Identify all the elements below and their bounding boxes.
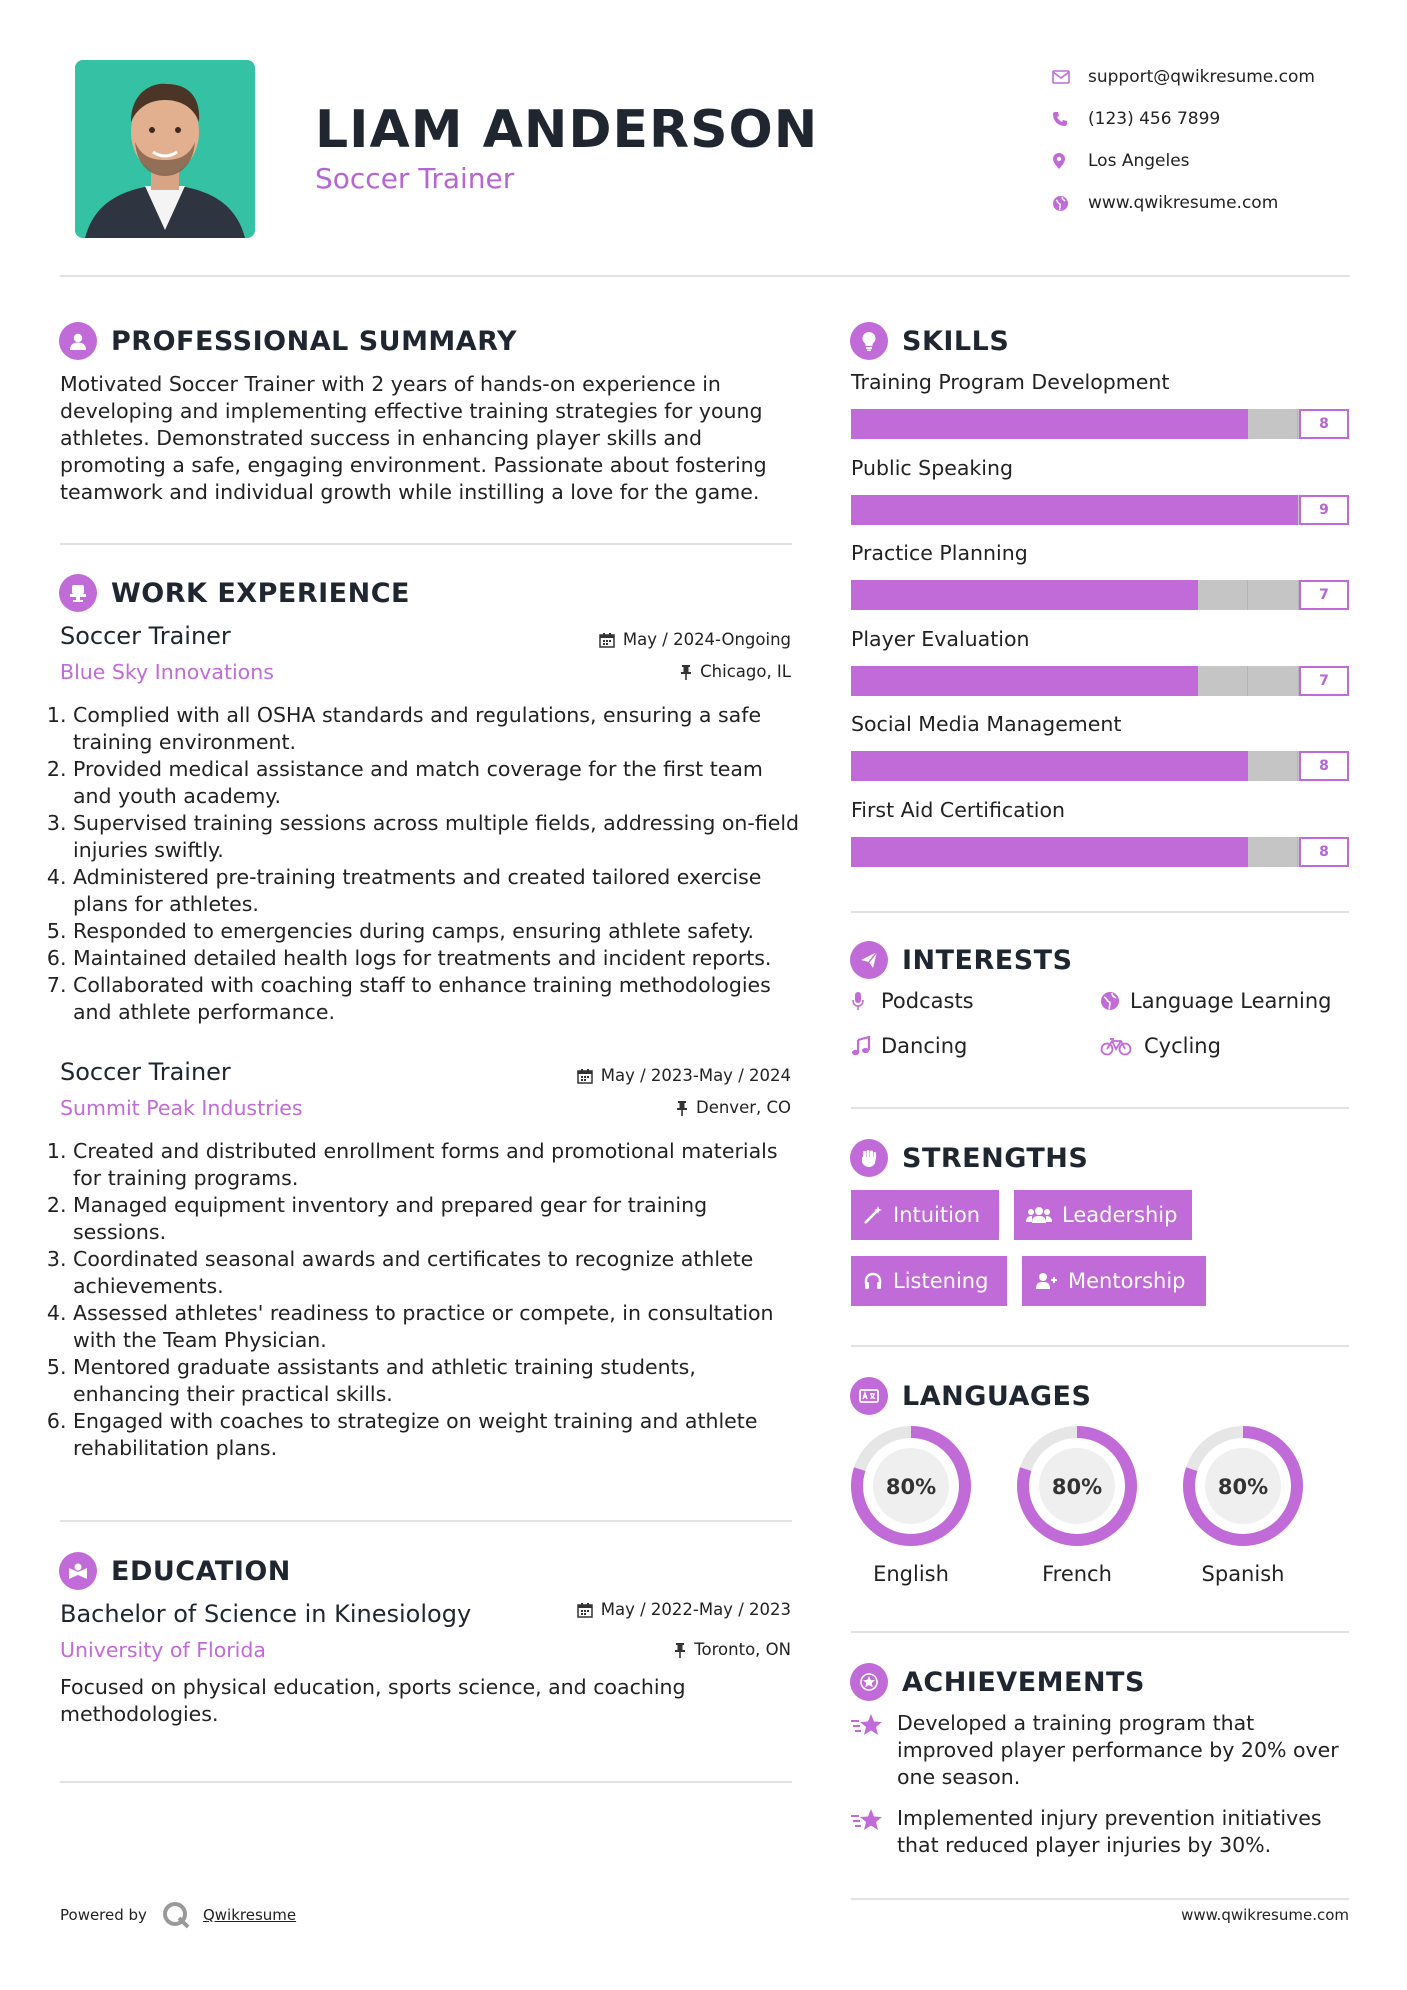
skill-bar-segment xyxy=(1000,495,1050,525)
strength-chip: Leadership xyxy=(1014,1190,1192,1240)
languages-heading xyxy=(850,1377,1091,1415)
skill-label: Practice Planning xyxy=(851,541,1028,565)
contact-email-text: support@qwikresume.com xyxy=(1088,67,1315,87)
language-name: English xyxy=(873,1562,949,1586)
skill-bar-segment xyxy=(1149,409,1199,439)
footer-brand-link[interactable]: Qwikresume xyxy=(202,1906,297,1924)
skill-label: First Aid Certification xyxy=(851,797,1066,822)
list-item: 1. Created and distributed enrollment forms and promotional materials for training programs. xyxy=(73,1138,800,1192)
skill-bar-segment xyxy=(1000,666,1050,696)
interests-title: INTERESTS xyxy=(902,944,1073,976)
skill-bar-segment xyxy=(1049,751,1099,781)
skill-bar-segment xyxy=(901,837,951,867)
skill-bar-segment xyxy=(1198,666,1249,696)
contact-email[interactable] xyxy=(1050,56,1380,98)
magic-wand-icon xyxy=(863,1205,883,1225)
map-pin-icon xyxy=(1050,152,1088,170)
graduation-icon xyxy=(59,1552,97,1590)
list-item: 7. Collaborated with coaching staff to enhance training methodologies and athlete performance. xyxy=(73,972,800,1026)
languages-divider xyxy=(851,1631,1349,1633)
footer-website[interactable]: www.qwikresume.com xyxy=(1181,1906,1349,1924)
skill-bar-segment xyxy=(950,666,1000,696)
skill-bar-segment xyxy=(851,495,901,525)
calendar-icon xyxy=(599,632,615,648)
profile-photo xyxy=(75,60,255,238)
skill-bar-segment xyxy=(1099,751,1149,781)
experience-divider xyxy=(60,1520,792,1522)
skill-bar-segment xyxy=(901,751,951,781)
skills-heading xyxy=(850,322,1009,360)
skill-value: 8 xyxy=(1299,409,1349,439)
language-item xyxy=(1015,1424,1139,1586)
contact-block xyxy=(1050,56,1380,224)
skill-bar-segment xyxy=(1000,837,1050,867)
education-degree: Bachelor of Science in Kinesiology xyxy=(60,1600,472,1628)
skill-bar-segment xyxy=(851,666,901,696)
shooting-star-icon xyxy=(851,1710,897,1791)
education-heading xyxy=(59,1552,291,1590)
calendar-icon xyxy=(577,1602,593,1618)
interest-item: Cycling xyxy=(1100,1034,1221,1058)
phone-icon xyxy=(1050,111,1088,127)
candidate-title: Soccer Trainer xyxy=(315,162,515,195)
language-item xyxy=(849,1424,973,1586)
list-item: 2. Managed equipment inventory and prepared gear for training sessions. xyxy=(73,1192,800,1246)
skill-bar-segment xyxy=(1248,409,1299,439)
job-bullets xyxy=(55,702,800,1026)
skill-value: 8 xyxy=(1299,837,1349,867)
microphone-icon xyxy=(851,991,879,1011)
language-name: Spanish xyxy=(1201,1562,1285,1586)
language-percent: 80% xyxy=(1217,1475,1269,1499)
skill-bar-segment xyxy=(1000,409,1050,439)
skill-bar-segment xyxy=(1100,495,1150,525)
strength-chip: Mentorship xyxy=(1022,1256,1206,1306)
skill-bar-segment xyxy=(1149,495,1199,525)
skill-label: Training Program Development xyxy=(851,370,1170,394)
skill-bar-segment xyxy=(1198,751,1248,781)
language-ring xyxy=(1015,1424,1139,1548)
skill-bar-segment xyxy=(1248,751,1299,781)
skill-bar-segment xyxy=(1049,580,1099,610)
language-percent: 80% xyxy=(1051,1475,1103,1499)
education-divider xyxy=(60,1781,792,1783)
skill-bar-segment xyxy=(1050,495,1100,525)
calendar-icon xyxy=(577,1068,593,1084)
skill-bar-segment xyxy=(1149,751,1199,781)
contact-location-text: Los Angeles xyxy=(1088,151,1190,171)
skill-bar-segment xyxy=(1198,837,1248,867)
skill-bar-segment xyxy=(851,580,901,610)
music-note-icon xyxy=(851,1036,879,1056)
skill-bar-segment xyxy=(1198,580,1249,610)
education-date: May / 2022-May / 2023 xyxy=(500,1600,791,1619)
skill-bar-segment xyxy=(1148,666,1198,696)
skill-bar-segment xyxy=(851,751,901,781)
skill-bar-segment xyxy=(1198,409,1248,439)
strength-chip: Intuition xyxy=(851,1190,999,1240)
job-date: May / 2024-Ongoing xyxy=(500,630,791,649)
strengths-title: STRENGTHS xyxy=(902,1142,1089,1174)
skill-bar-segment xyxy=(1099,580,1149,610)
interest-item: Dancing xyxy=(851,1034,967,1058)
job-location: Chicago, IL xyxy=(500,662,791,681)
skill-bar-segment xyxy=(901,666,951,696)
job-title: Soccer Trainer xyxy=(60,622,231,650)
briefcase-icon xyxy=(59,574,97,612)
contact-phone-text: (123) 456 7899 xyxy=(1088,109,1221,129)
education-school: University of Florida xyxy=(60,1638,266,1662)
user-icon xyxy=(59,322,97,360)
skill-bar-segment xyxy=(950,837,1000,867)
list-item: 2. Provided medical assistance and match coverage for the first team and youth academy. xyxy=(73,756,800,810)
qwikresume-logo-icon xyxy=(161,1900,191,1930)
list-item: 4. Administered pre-training treatments and created tailored exercise plans for athletes. xyxy=(73,864,800,918)
header-divider xyxy=(60,275,1350,277)
footer-powered-by: Powered by Qwikresume xyxy=(60,1900,296,1930)
job-bullets xyxy=(55,1138,800,1462)
skill-value: 9 xyxy=(1299,495,1349,525)
summary-heading xyxy=(59,322,517,360)
list-item: 6. Engaged with coaches to strategize on weight training and athlete rehabilitation plans. xyxy=(73,1408,800,1462)
fist-icon xyxy=(850,1139,888,1177)
skill-bar-segment xyxy=(950,409,1000,439)
list-item: 5. Mentored graduate assistants and athletic training students, enhancing their practical skills. xyxy=(73,1354,800,1408)
skill-bar-segment xyxy=(1099,409,1149,439)
education-location: Toronto, ON xyxy=(500,1640,791,1659)
achievements-title: ACHIEVEMENTS xyxy=(902,1666,1145,1698)
job-company: Blue Sky Innovations xyxy=(60,660,274,684)
achievements-heading xyxy=(850,1663,1145,1701)
interest-item: Language Learning xyxy=(1100,989,1331,1013)
summary-title: PROFESSIONAL SUMMARY xyxy=(111,325,518,357)
skill-bar-segment xyxy=(950,495,1000,525)
pin-icon xyxy=(674,1642,686,1658)
language-icon xyxy=(850,1377,888,1415)
skill-bar-segment xyxy=(1049,666,1099,696)
contact-website[interactable] xyxy=(1050,182,1380,224)
list-item: 3. Coordinated seasonal awards and certificates to recognize athlete achievements. xyxy=(73,1246,800,1300)
candidate-name: LIAM ANDERSON xyxy=(315,100,819,160)
job-location: Denver, CO xyxy=(500,1098,791,1117)
shooting-star-icon xyxy=(851,1805,897,1859)
job-title: Soccer Trainer xyxy=(60,1058,231,1086)
skill-bar-segment xyxy=(1099,837,1149,867)
skill-bar-segment xyxy=(1249,495,1299,525)
summary-divider xyxy=(60,543,792,545)
job-date: May / 2023-May / 2024 xyxy=(500,1066,791,1085)
user-plus-icon xyxy=(1034,1271,1058,1291)
skills-title: SKILLS xyxy=(902,325,1010,357)
skill-bar-segment xyxy=(901,580,951,610)
summary-text: Motivated Soccer Trainer with 2 years of hands-on experience in developing and implementing effective training strategies for young athletes. Demonstrated success in enhancing player skills and promoting a safe, engaging environment. Passionate about fostering teamwork and individual growth while instilling a love for the game. xyxy=(60,372,767,504)
language-ring xyxy=(849,1424,973,1548)
strengths-divider xyxy=(851,1345,1349,1347)
skill-bar-segment xyxy=(901,409,951,439)
skill-bar-segment xyxy=(1148,580,1198,610)
pin-icon xyxy=(676,1100,688,1116)
skill-bar xyxy=(851,580,1349,610)
skill-bar-segment xyxy=(851,837,901,867)
bicycle-icon xyxy=(1100,1036,1142,1056)
education-description: Focused on physical education, sports science, and coaching methodologies. xyxy=(60,1675,686,1726)
strengths-heading xyxy=(850,1139,1088,1177)
skill-value: 8 xyxy=(1299,751,1349,781)
skill-bar-segment xyxy=(851,409,901,439)
interests-divider xyxy=(851,1107,1349,1109)
skill-label: Public Speaking xyxy=(851,455,1013,480)
skill-label: Player Evaluation xyxy=(851,626,1030,651)
language-ring xyxy=(1181,1424,1305,1548)
skill-value: 7 xyxy=(1299,666,1349,696)
lightbulb-icon xyxy=(850,322,888,360)
skill-bar-segment xyxy=(1099,666,1149,696)
skill-bar xyxy=(851,495,1349,525)
list-item: 5. Responded to emergencies during camps, ensuring athlete safety. xyxy=(73,918,800,945)
skill-bar-segment xyxy=(1248,666,1299,696)
skill-bar-segment xyxy=(1049,837,1099,867)
skill-bar-segment xyxy=(901,495,951,525)
education-title: EDUCATION xyxy=(111,1555,291,1587)
achievement-item: Developed a training program that improved player performance by 20% over one season. xyxy=(851,1710,1351,1791)
headphones-icon xyxy=(863,1271,883,1291)
skill-bar-segment xyxy=(1248,580,1299,610)
skill-value: 7 xyxy=(1299,580,1349,610)
list-item: 1. Complied with all OSHA standards and regulations, ensuring a safe training environment. xyxy=(73,702,800,756)
award-icon xyxy=(850,1663,888,1701)
skill-bar-segment xyxy=(950,580,1000,610)
skill-bar xyxy=(851,751,1349,781)
skill-bar-segment xyxy=(1149,837,1199,867)
languages-title: LANGUAGES xyxy=(902,1380,1092,1412)
skill-bar-segment xyxy=(950,751,1000,781)
contact-website-text: www.qwikresume.com xyxy=(1088,193,1279,213)
interests-heading xyxy=(850,941,1073,979)
skill-label: Social Media Management xyxy=(851,712,1122,736)
experience-title: WORK EXPERIENCE xyxy=(111,577,410,609)
skill-bar-segment xyxy=(1199,495,1249,525)
contact-phone[interactable] xyxy=(1050,98,1380,140)
skill-bar xyxy=(851,409,1349,439)
skill-bar-segment xyxy=(1000,580,1050,610)
list-item: 4. Assessed athletes' readiness to practice or compete, in consultation with the Team Physician. xyxy=(73,1300,800,1354)
language-item xyxy=(1181,1424,1305,1586)
list-item: 3. Supervised training sessions across multiple fields, addressing on-field injuries swiftly. xyxy=(73,810,800,864)
paper-plane-icon xyxy=(850,941,888,979)
contact-location xyxy=(1050,140,1380,182)
skill-bar-segment xyxy=(1000,751,1050,781)
envelope-icon xyxy=(1050,70,1088,84)
job-company: Summit Peak Industries xyxy=(60,1096,303,1120)
skills-divider xyxy=(851,911,1349,913)
language-name: French xyxy=(1042,1562,1112,1586)
experience-heading xyxy=(59,574,410,612)
skill-bar xyxy=(851,837,1349,867)
achievements-divider xyxy=(851,1898,1349,1900)
language-percent: 80% xyxy=(885,1475,937,1499)
users-icon xyxy=(1026,1205,1052,1225)
list-item: 6. Maintained detailed health logs for treatments and incident reports. xyxy=(73,945,800,972)
globe-icon xyxy=(1050,195,1088,212)
skill-bar xyxy=(851,666,1349,696)
skill-bar-segment xyxy=(1248,837,1299,867)
achievement-item: Implemented injury prevention initiatives that reduced player injuries by 30%. xyxy=(851,1805,1351,1859)
interest-item: Podcasts xyxy=(851,989,974,1013)
pin-icon xyxy=(680,664,692,680)
strength-chip: Listening xyxy=(851,1256,1007,1306)
globe-icon xyxy=(1100,991,1128,1011)
skill-bar-segment xyxy=(1049,409,1099,439)
